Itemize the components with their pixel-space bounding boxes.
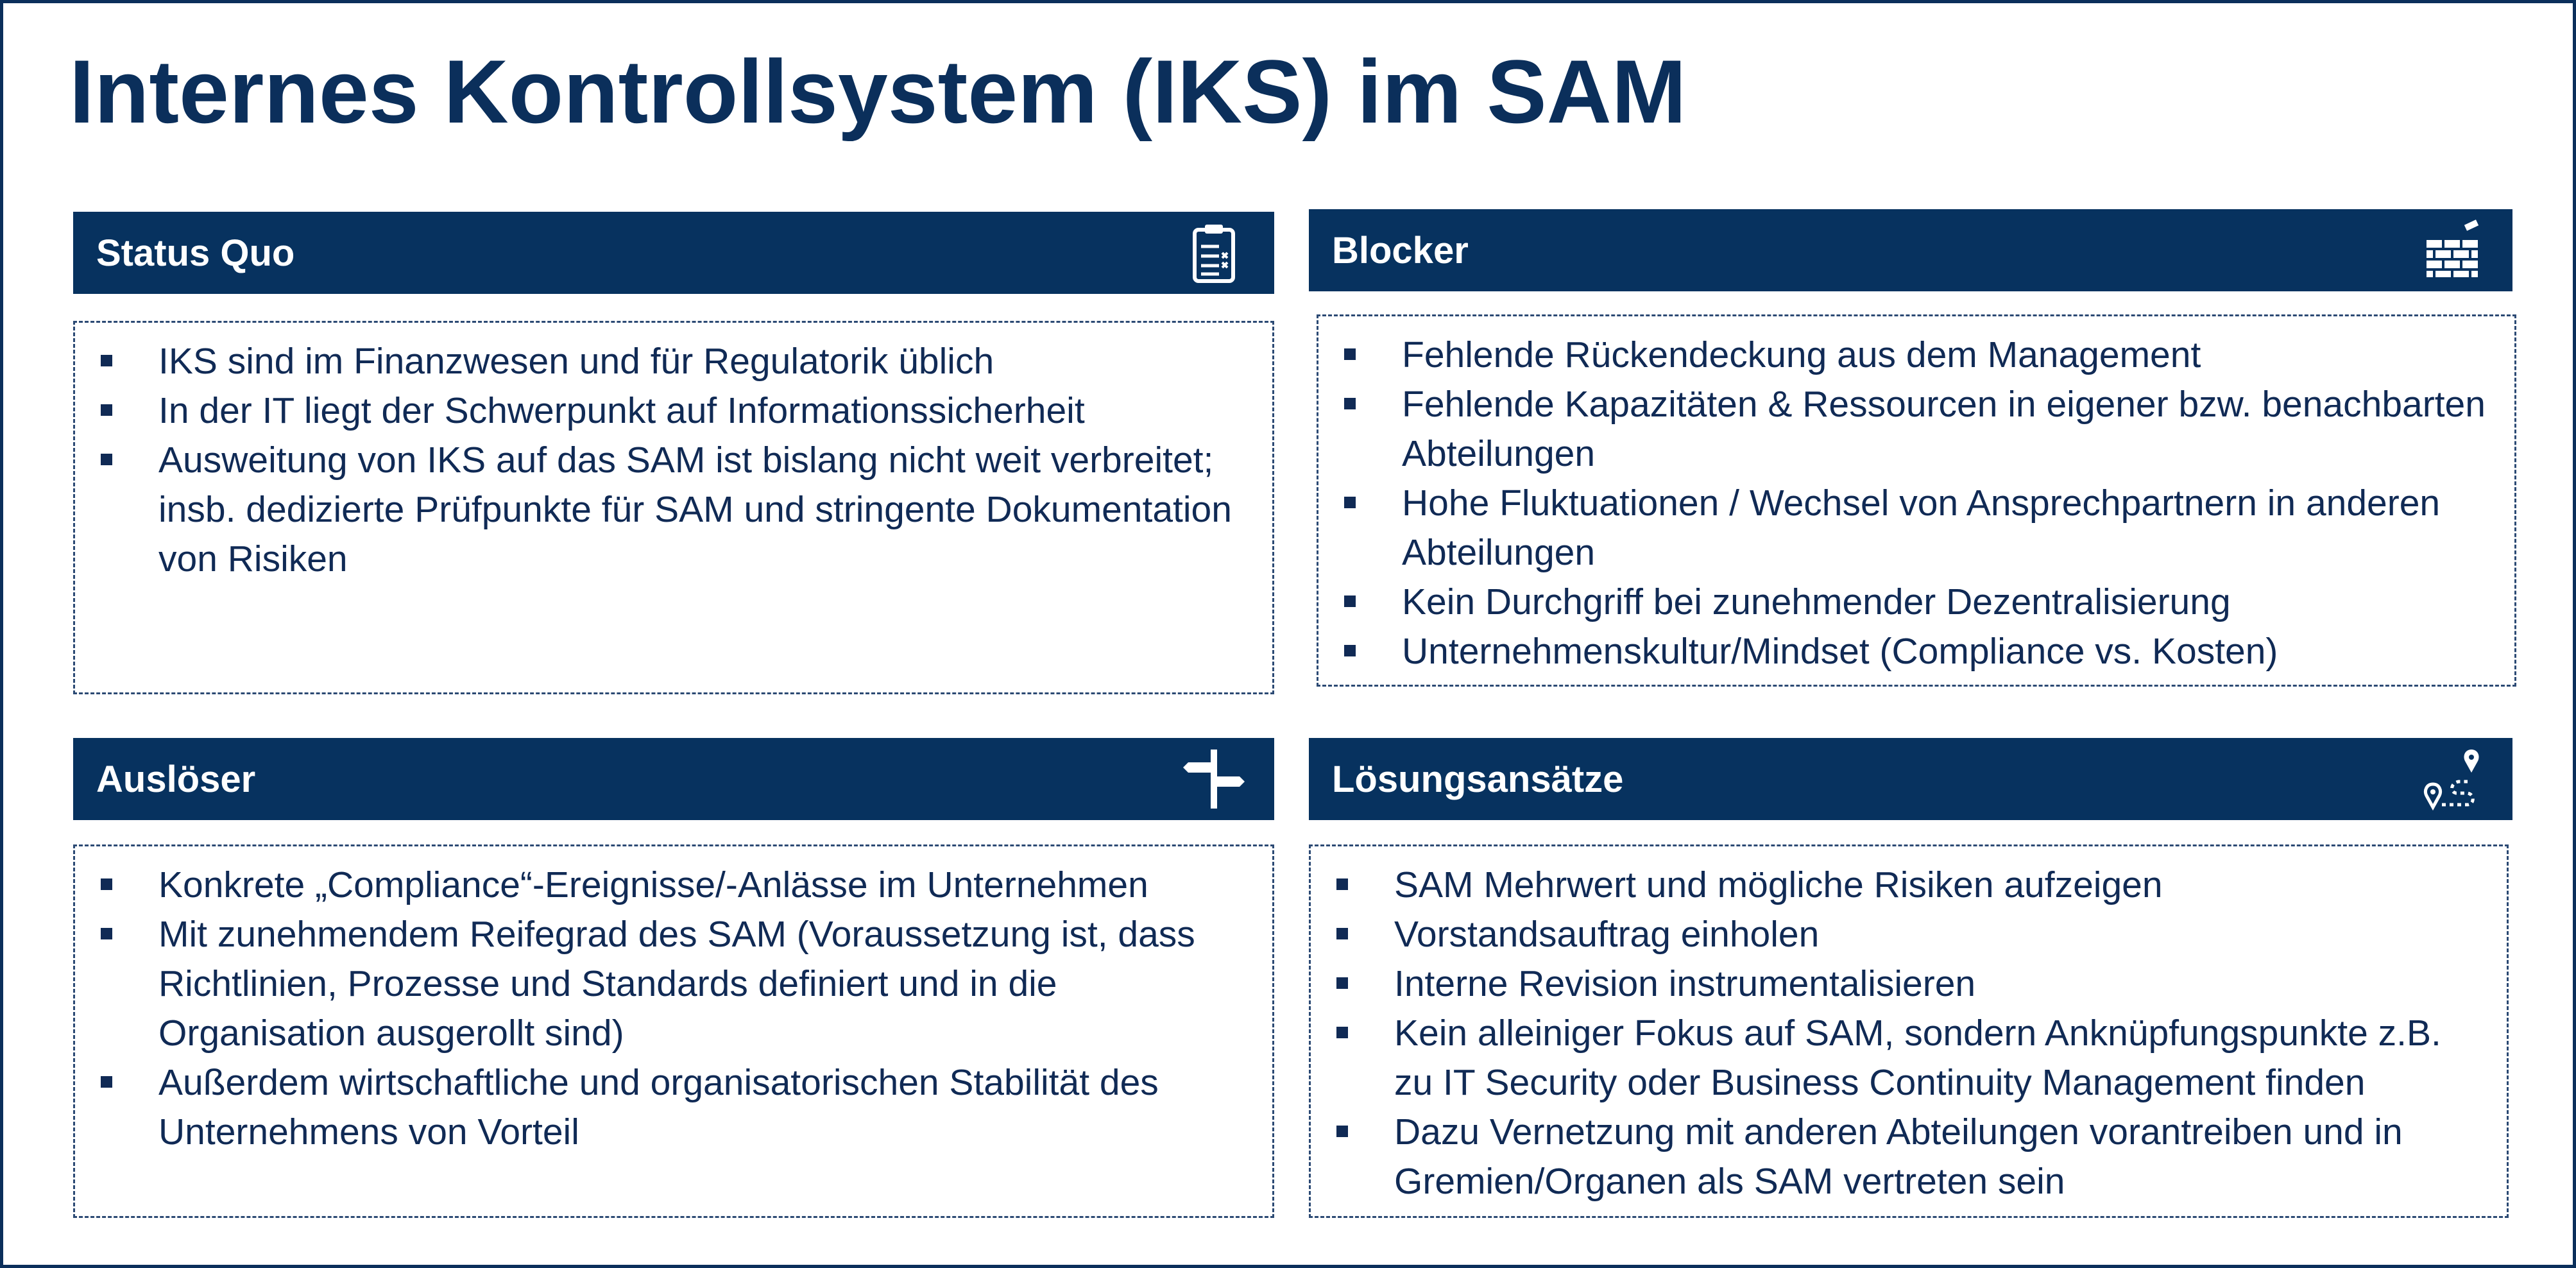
list-item: Ausweitung von IKS auf das SAM ist bislang nicht weit verbreitet; insb. dedizierte Prüfpunkte für SAM und stringente Dokumentation von Risiken bbox=[94, 436, 1253, 584]
blocker-box bbox=[1317, 314, 2516, 687]
list-item: Fehlende Kapazitäten & Ressourcen in eigener bzw. benachbarten Abteilungen bbox=[1338, 380, 2495, 479]
list-item: SAM Mehrwert und mögliche Risiken aufzeigen bbox=[1330, 861, 2487, 910]
list-item: Außerdem wirtschaftliche und organisatorischen Stabilität des Unternehmens von Vorteil bbox=[94, 1058, 1253, 1157]
list-item: Kein Durchgriff bei zunehmender Dezentralisierung bbox=[1338, 578, 2495, 627]
list-item: Dazu Vernetzung mit anderen Abteilungen vorantreiben und in Gremien/Organen als SAM vertreten sein bbox=[1330, 1108, 2487, 1206]
blocker-header bbox=[1309, 209, 2512, 291]
list-item: Mit zunehmendem Reifegrad des SAM (Voraussetzung ist, dass Richtlinien, Prozesse und Standards definiert und in die Organisation ausgerollt sind) bbox=[94, 910, 1253, 1058]
status-quo-heading: Status Quo bbox=[96, 232, 295, 274]
ausloeser-box bbox=[73, 844, 1274, 1218]
ausloeser-list bbox=[94, 861, 1253, 1157]
list-item: In der IT liegt der Schwerpunkt auf Informationssicherheit bbox=[94, 386, 1253, 436]
loesungsansaetze-box bbox=[1309, 844, 2509, 1218]
blocker-heading: Blocker bbox=[1332, 229, 1469, 271]
list-item: Interne Revision instrumentalisieren bbox=[1330, 959, 2487, 1009]
list-item: Kein alleiniger Fokus auf SAM, sondern Anknüpfungspunkte z.B. zu IT Security oder Business Continuity Management finden bbox=[1330, 1009, 2487, 1108]
loesungsansaetze-list bbox=[1330, 861, 2487, 1206]
status-quo-list bbox=[94, 337, 1253, 584]
signpost-icon bbox=[1182, 747, 1246, 811]
loesungsansaetze-heading: Lösungsansätze bbox=[1332, 758, 1624, 800]
list-item: Konkrete „Compliance“-Ereignisse/-Anlässe im Unternehmen bbox=[94, 861, 1253, 910]
list-item: Vorstandsauftrag einholen bbox=[1330, 910, 2487, 959]
list-item: Fehlende Rückendeckung aus dem Management bbox=[1338, 330, 2495, 380]
list-item: Unternehmenskultur/Mindset (Compliance vs. Kosten) bbox=[1338, 627, 2495, 676]
page-title: Internes Kontrollsystem (IKS) im SAM bbox=[69, 41, 1687, 142]
ausloeser-header bbox=[73, 738, 1274, 820]
blocker-list bbox=[1338, 330, 2495, 676]
brick-wall-icon bbox=[2420, 218, 2484, 282]
list-item: IKS sind im Finanzwesen und für Regulatorik üblich bbox=[94, 337, 1253, 386]
ausloeser-heading: Auslöser bbox=[96, 758, 256, 800]
loesungsansaetze-header bbox=[1309, 738, 2512, 820]
route-map-icon bbox=[2420, 747, 2484, 811]
list-item: Hohe Fluktuationen / Wechsel von Ansprechpartnern in anderen Abteilungen bbox=[1338, 479, 2495, 578]
status-quo-box bbox=[73, 321, 1274, 694]
status-quo-header bbox=[73, 212, 1274, 294]
clipboard-icon bbox=[1182, 221, 1246, 285]
